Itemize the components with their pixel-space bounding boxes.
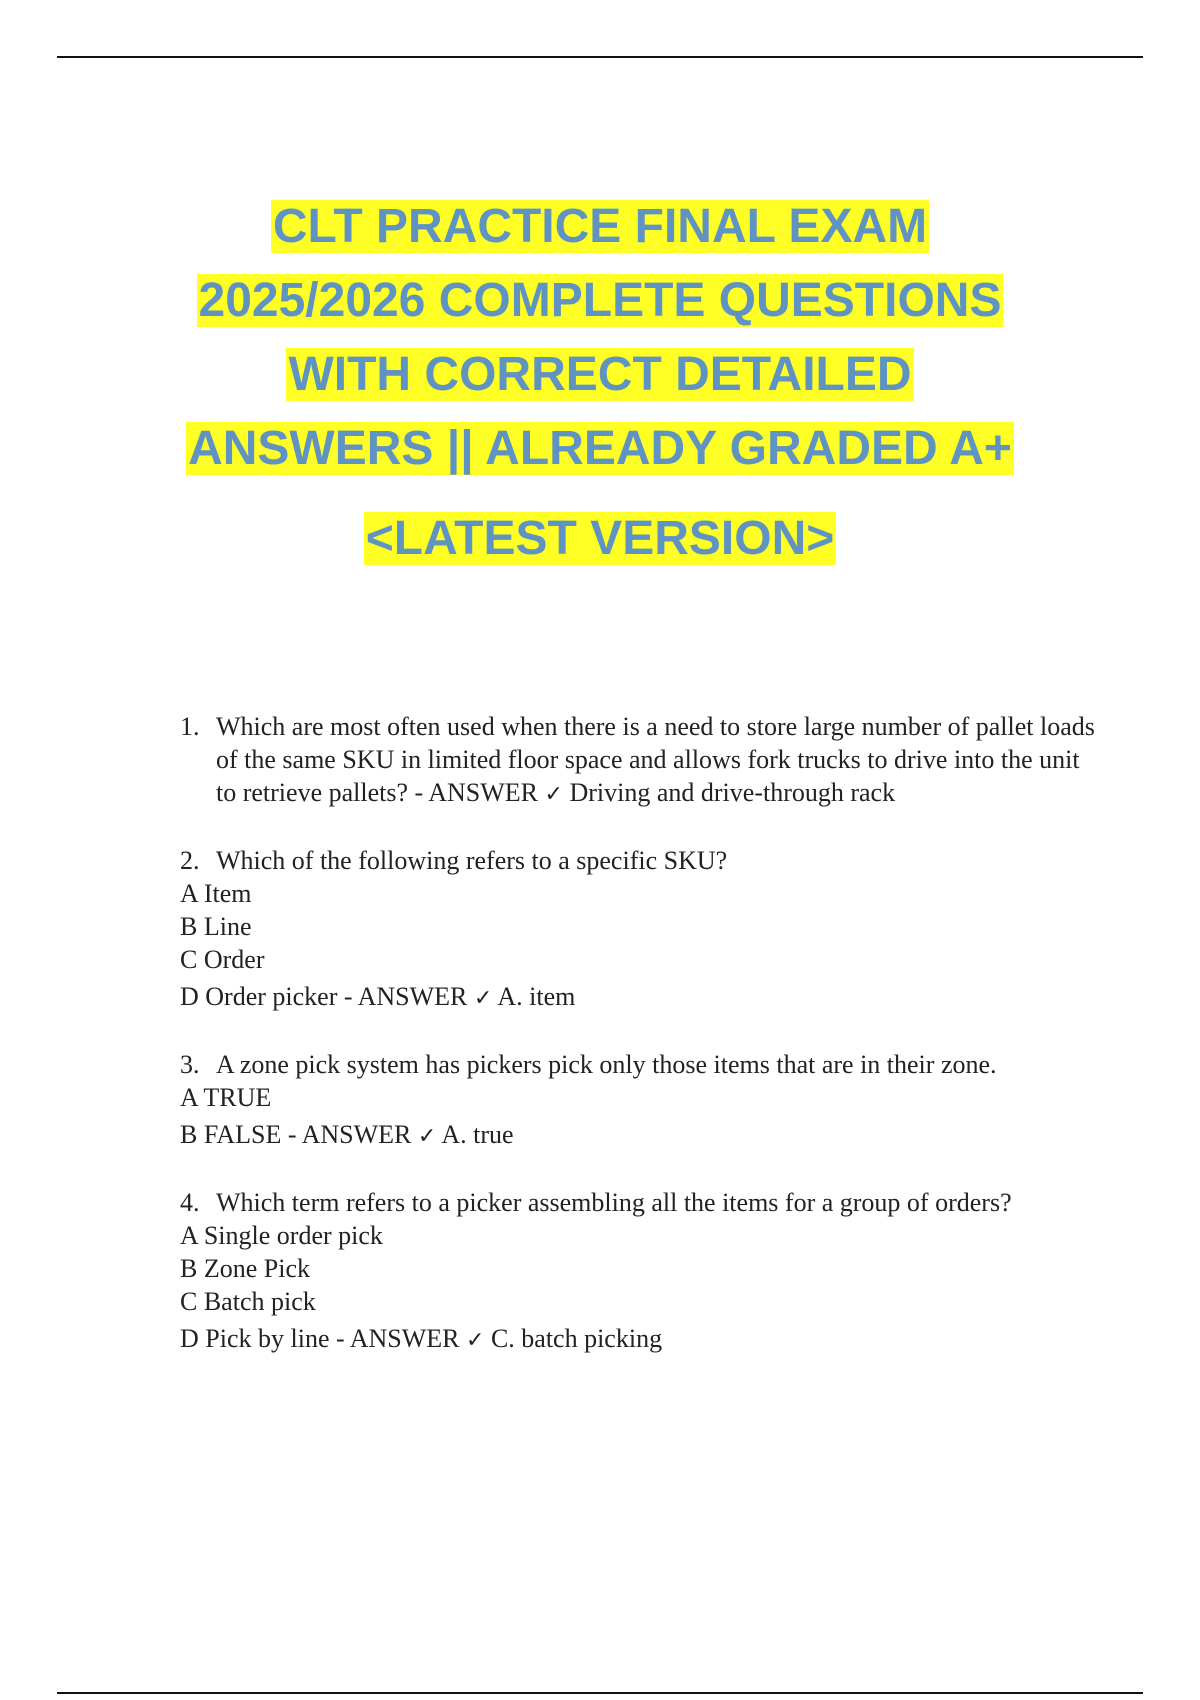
- answer-text: C. batch picking: [490, 1324, 663, 1353]
- option-with-answer: D Order picker - ANSWER ✓ A. item: [180, 982, 576, 1011]
- title-line-3: WITH CORRECT DETAILED: [288, 348, 912, 401]
- answer-text: Driving and drive-through rack: [569, 778, 896, 807]
- question-text: Which of the following refers to a specific SKU?: [216, 846, 728, 875]
- question-text: Which are most often used when there is a need to store large number of pallet loads of the same SKU in limited floor space and allows fork trucks to drive into the unit to retrieve pallets? - ANSWER ✓ Driving and drive-through rack: [216, 712, 1095, 807]
- question-number: 3.: [180, 1050, 200, 1079]
- check-icon: ✓: [466, 1328, 485, 1353]
- title-line-1: CLT PRACTICE FINAL EXAM: [272, 200, 928, 253]
- option: C Batch pick: [180, 1287, 316, 1316]
- question-1: [180, 710, 1100, 811]
- option: C Order: [180, 945, 265, 974]
- answer-text: A. true: [441, 1120, 514, 1149]
- option: B Zone Pick: [180, 1254, 310, 1283]
- question-4: [180, 1186, 1100, 1357]
- top-rule: [57, 56, 1143, 58]
- question-list: [180, 710, 1100, 1390]
- question-number: 1.: [180, 712, 200, 741]
- option-with-answer: D Pick by line - ANSWER ✓ C. batch picking: [180, 1324, 663, 1353]
- option: A Item: [180, 879, 252, 908]
- document-title: [100, 190, 1100, 576]
- check-icon: ✓: [473, 986, 493, 1011]
- bottom-rule: [57, 1692, 1143, 1694]
- question-text: A zone pick system has pickers pick only those items that are in their zone.: [216, 1050, 997, 1079]
- question-2: [180, 844, 1100, 1015]
- title-line-5: <LATEST VERSION>: [365, 512, 835, 565]
- question-number: 2.: [180, 846, 200, 875]
- question-number: 4.: [180, 1188, 200, 1217]
- question-3: [180, 1048, 1100, 1153]
- title-line-4: ANSWERS || ALREADY GRADED A+: [188, 422, 1012, 475]
- answer-text: A. item: [497, 982, 576, 1011]
- title-line-2: 2025/2026 COMPLETE QUESTIONS: [198, 274, 1002, 327]
- option-with-answer: B FALSE - ANSWER ✓ A. true: [180, 1120, 514, 1149]
- check-icon: ✓: [417, 1124, 437, 1149]
- option: B Line: [180, 912, 252, 941]
- check-icon: ✓: [544, 782, 563, 807]
- option: A Single order pick: [180, 1221, 383, 1250]
- question-text: Which term refers to a picker assembling all the items for a group of orders?: [216, 1188, 1012, 1217]
- option: A TRUE: [180, 1083, 272, 1112]
